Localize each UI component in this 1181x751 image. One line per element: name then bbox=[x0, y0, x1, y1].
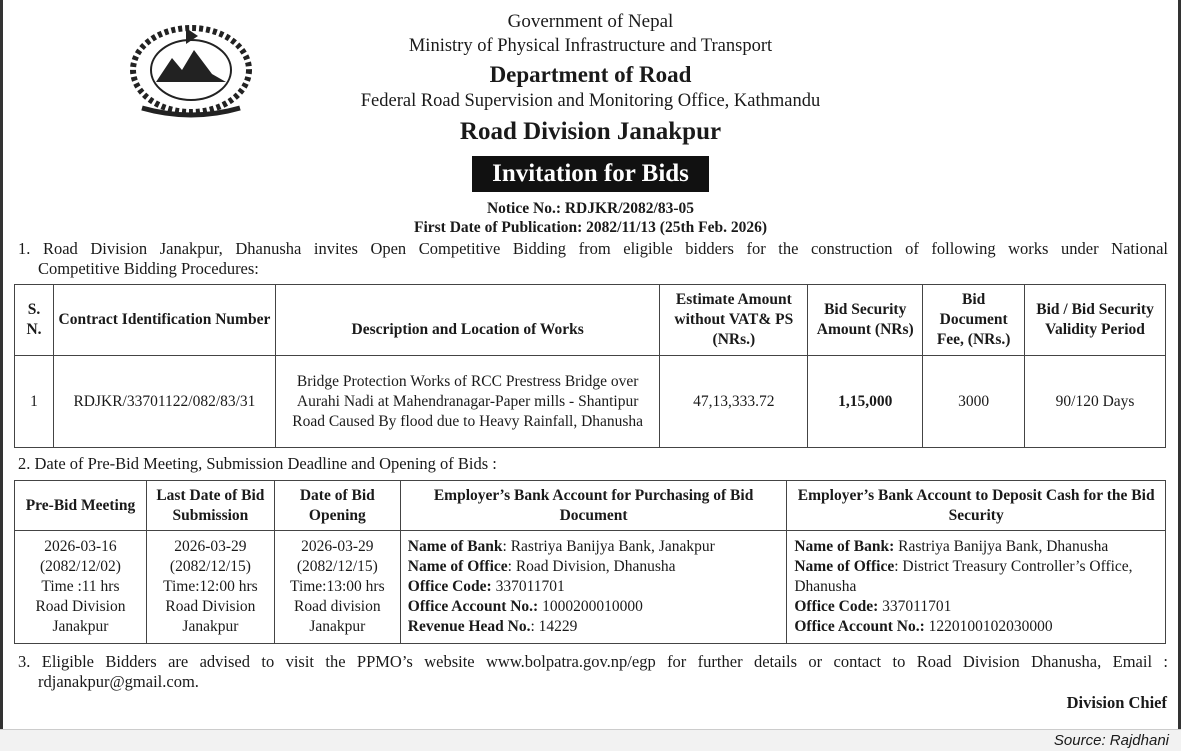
col-sn: S. N. bbox=[15, 285, 54, 356]
venue: Road Division bbox=[165, 598, 256, 615]
label: Name of Bank bbox=[407, 538, 503, 555]
cell-contract-id: RDJKR/33701122/082/83/31 bbox=[53, 356, 275, 448]
value: 337011701 bbox=[878, 598, 952, 615]
value: 1000200010000 bbox=[538, 598, 643, 615]
col-doc-fee: Bid Document Fee, (NRs.) bbox=[923, 285, 1025, 356]
value: : 14229 bbox=[530, 618, 578, 635]
venue: Road division bbox=[294, 598, 381, 615]
works-table bbox=[14, 284, 1166, 448]
office-name: Federal Road Supervision and Monitoring Office, Kathmandu bbox=[360, 91, 821, 111]
col-pre-bid: Pre-Bid Meeting bbox=[15, 481, 147, 531]
label: Name of Office bbox=[407, 558, 508, 575]
label: Revenue Head No. bbox=[407, 618, 531, 635]
col-description: Description and Location of Works bbox=[275, 285, 660, 356]
venue: Road Division bbox=[35, 598, 126, 615]
value: : Rastriya Banijya Bank, Janakpur bbox=[502, 538, 715, 555]
label: Office Code: bbox=[407, 578, 492, 595]
label: Name of Office bbox=[794, 558, 895, 575]
page-title: Invitation for Bids bbox=[472, 156, 709, 192]
cell-sn: 1 bbox=[15, 356, 54, 448]
value: 337011701 bbox=[491, 578, 565, 595]
cell-estimate: 47,13,333.72 bbox=[660, 356, 808, 448]
contact-email[interactable]: rdjanakpur@gmail.com. bbox=[38, 672, 199, 691]
col-last-date: Last Date of Bid Submission bbox=[146, 481, 274, 531]
col-opening: Date of Bid Opening bbox=[274, 481, 400, 531]
venue-city: Janakpur bbox=[309, 618, 366, 635]
source-credit: Source: Rajdhani bbox=[1053, 732, 1169, 749]
cell-deposit-account bbox=[787, 531, 1166, 644]
time: Time :11 hrs bbox=[41, 578, 120, 595]
cell-pre-bid bbox=[15, 531, 147, 644]
table-row bbox=[15, 531, 1166, 644]
value: : Road Division, Dhanusha bbox=[507, 558, 676, 575]
value: : District Treasury Controller’s Office, Dhanusha bbox=[794, 558, 1133, 595]
ministry-name: Ministry of Physical Infrastructure and Transport bbox=[408, 36, 773, 56]
cell-bid-security: 1,15,000 bbox=[808, 356, 923, 448]
venue-city: Janakpur bbox=[182, 618, 239, 635]
col-contract-id: Contract Identification Number bbox=[53, 285, 275, 356]
col-validity: Bid / Bid Security Validity Period bbox=[1025, 285, 1166, 356]
date: 2026-03-16 bbox=[44, 538, 117, 555]
cell-description: Bridge Protection Works of RCC Prestress Bridge over Aurahi Nadi at Mahendranagar-Paper mills - Shantipur Road Caused By flood due to Heavy Rainfall, Dhanusha bbox=[275, 356, 660, 448]
label: Office Code: bbox=[794, 598, 879, 615]
col-bid-security: Bid Security Amount (NRs) bbox=[808, 285, 923, 356]
value: 1220100102030000 bbox=[924, 618, 1053, 635]
date: 2026-03-29 bbox=[301, 538, 374, 555]
date: 2026-03-29 bbox=[174, 538, 247, 555]
time: Time:12:00 hrs bbox=[163, 578, 258, 595]
cell-purchase-account bbox=[400, 531, 787, 644]
paragraph-2: 2. Date of Pre-Bid Meeting, Submission Deadline and Opening of Bids : bbox=[18, 454, 497, 473]
nepali-date: (2082/12/15) bbox=[296, 558, 378, 575]
label: Name of Bank: bbox=[794, 538, 895, 555]
table-row bbox=[15, 356, 1166, 448]
col-deposit-account: Employer’s Bank Account to Deposit Cash for the Bid Security bbox=[787, 481, 1166, 531]
cell-validity: 90/120 Days bbox=[1025, 356, 1166, 448]
time: Time:13:00 hrs bbox=[290, 578, 385, 595]
publication-date: First Date of Publication: 2082/11/13 (25th Feb. 2026) bbox=[413, 219, 768, 236]
department-name: Department of Road bbox=[489, 62, 692, 87]
signature: Division Chief bbox=[1066, 693, 1167, 712]
venue-city: Janakpur bbox=[52, 618, 109, 635]
nepali-date: (2082/12/02) bbox=[39, 558, 121, 575]
col-estimate: Estimate Amount without VAT& PS (NRs.) bbox=[660, 285, 808, 356]
paragraph-1-line1: 1. Road Division Janakpur, Dhanusha invites Open Competitive Bidding from eligible bidders for the construction of following works under National bbox=[18, 239, 1168, 258]
cell-doc-fee: 3000 bbox=[923, 356, 1025, 448]
footer-bar bbox=[0, 729, 1181, 751]
col-purchase-account: Employer’s Bank Account for Purchasing of Bid Document bbox=[400, 481, 787, 531]
nepali-date: (2082/12/15) bbox=[169, 558, 251, 575]
notice-number: Notice No.: RDJKR/2082/83-05 bbox=[486, 200, 695, 217]
gov-name: Government of Nepal bbox=[507, 11, 674, 32]
dates-table bbox=[14, 480, 1166, 644]
division-name: Road Division Janakpur bbox=[459, 118, 722, 145]
cell-opening bbox=[274, 531, 400, 644]
label: Office Account No.: bbox=[794, 618, 925, 635]
cell-last-date bbox=[146, 531, 274, 644]
paragraph-1-line2: Competitive Bidding Procedures: bbox=[38, 259, 259, 278]
value: Rastriya Banijya Bank, Dhanusha bbox=[894, 538, 1109, 555]
label: Office Account No.: bbox=[407, 598, 539, 615]
paragraph-3-line1: 3. Eligible Bidders are advised to visit the PPMO’s website www.bolpatra.gov.np/egp for further details or contact to Road Division Dhanusha, Email : bbox=[18, 652, 1168, 671]
